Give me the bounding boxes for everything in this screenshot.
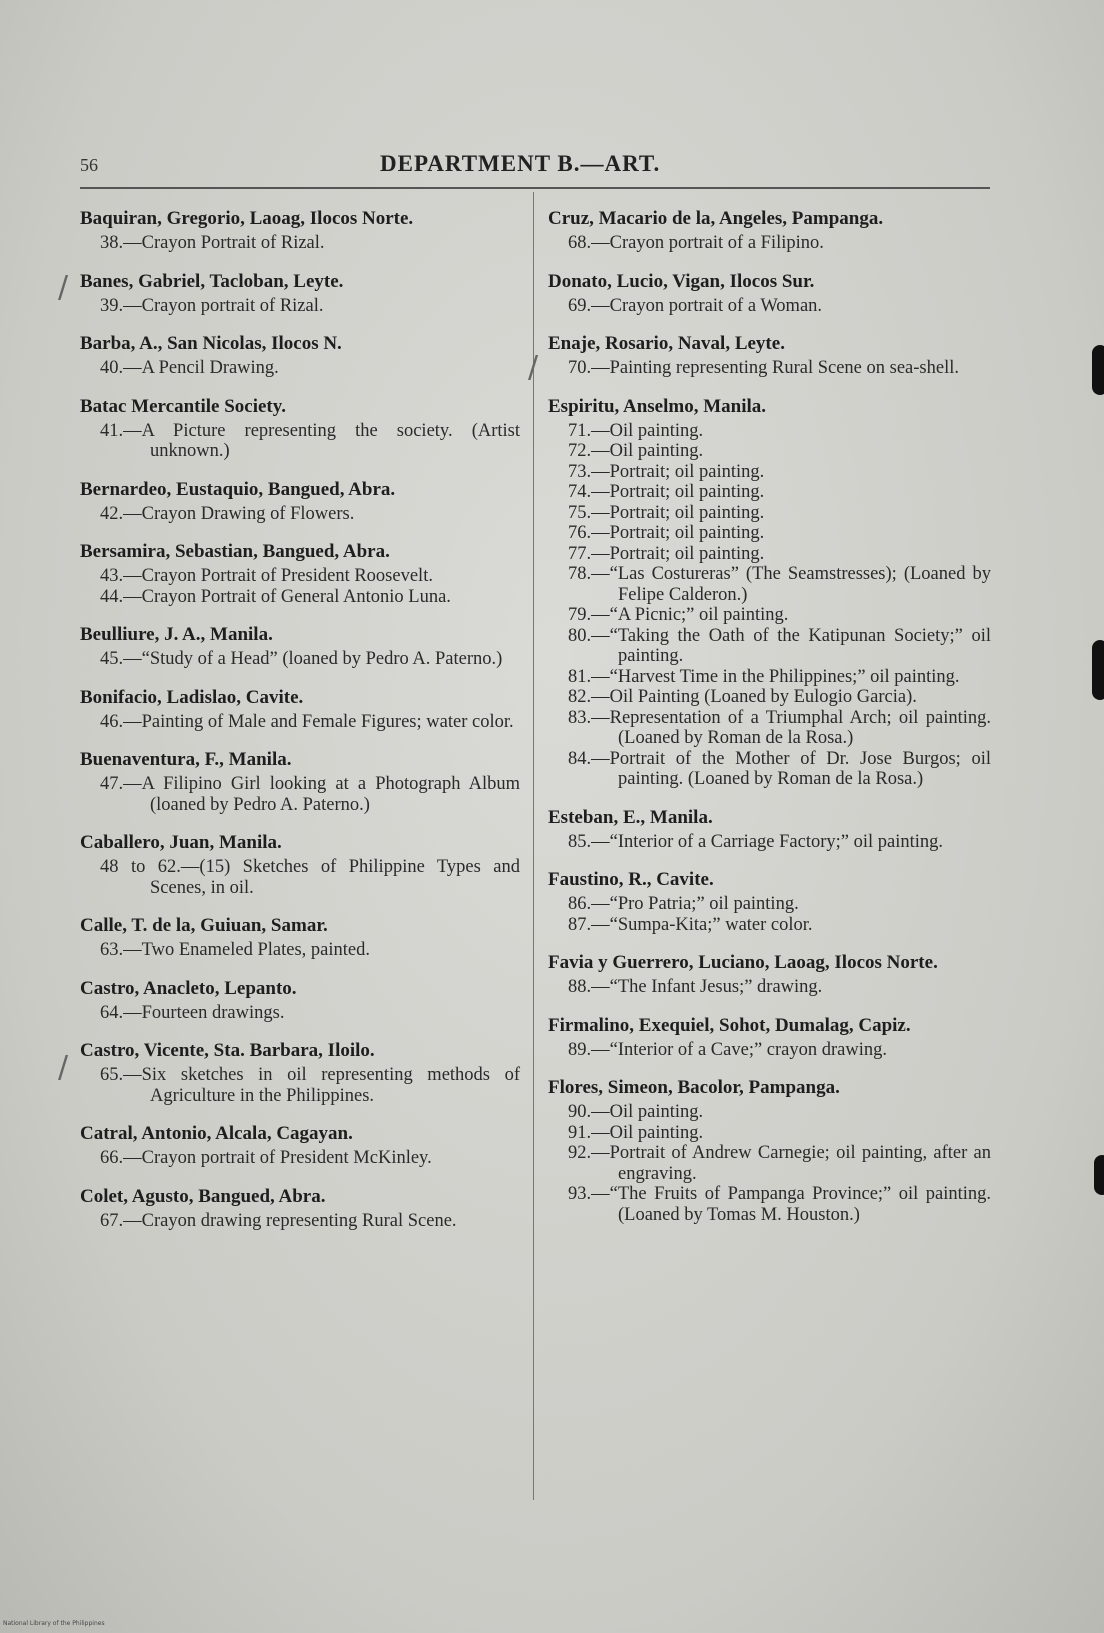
- exhibitor-name: Batac Mercantile Society.: [80, 395, 286, 417]
- column-divider: [533, 192, 534, 1500]
- exhibit-item: 86.—“Pro Patria;” oil painting.: [568, 894, 799, 914]
- catalog-entry: [80, 271, 520, 317]
- catalog-entry: [548, 271, 991, 317]
- catalog-entry: [80, 541, 520, 607]
- exhibit-item: 91.—Oil painting.: [568, 1122, 704, 1143]
- footer-credit: National Library of the Philippines: [3, 1620, 105, 1627]
- exhibitor-name: Faustino, R., Cavite.: [548, 869, 714, 890]
- catalog-entry: [80, 687, 520, 733]
- exhibitor-name: Favia y Guerrero, Luciano, Laoag, Ilocos Norte.: [548, 952, 938, 973]
- exhibit-item: 81.—“Harvest Time in the Philippines;” oil painting.: [568, 666, 960, 687]
- exhibit-item: 77.—Portrait; oil painting.: [568, 543, 765, 564]
- exhibit-item: 39.—Crayon portrait of Rizal.: [100, 295, 324, 316]
- page-number: 56: [80, 155, 98, 175]
- catalog-entry: [548, 869, 991, 935]
- exhibitor-name: Banes, Gabriel, Tacloban, Leyte.: [80, 270, 344, 292]
- exhibit-item: 43.—Crayon Portrait of President Roosevelt.: [100, 566, 433, 586]
- binding-hole: [1094, 1155, 1104, 1195]
- catalog-entry: [80, 1123, 520, 1169]
- exhibitor-name: Cruz, Macario de la, Angeles, Pampanga.: [548, 208, 884, 229]
- check-mark-2: /: [528, 350, 539, 385]
- header-rule: [80, 187, 990, 189]
- exhibit-item: 45.—“Study of a Head” (loaned by Pedro A. Paterno.): [100, 649, 503, 669]
- exhibit-item: 71.—Oil painting.: [568, 420, 704, 441]
- exhibit-item: 41.—A Picture representing the society. (Artist unknown.): [100, 420, 520, 461]
- left-column: [80, 208, 520, 1248]
- check-mark-1: /: [58, 270, 69, 305]
- binding-hole: [1092, 640, 1104, 700]
- exhibit-item: 38.—Crayon Portrait of Rizal.: [100, 233, 325, 253]
- exhibit-item: 40.—A Pencil Drawing.: [100, 358, 279, 378]
- exhibit-item: 79.—“A Picnic;” oil painting.: [568, 605, 789, 625]
- exhibitor-name: Bernardeo, Eustaquio, Bangued, Abra.: [80, 478, 396, 500]
- exhibit-item: 69.—Crayon portrait of a Woman.: [568, 295, 823, 316]
- exhibitor-name: Barba, A., San Nicolas, Ilocos N.: [80, 333, 342, 354]
- exhibitor-name: Castro, Vicente, Sta. Barbara, Iloilo.: [80, 1040, 375, 1061]
- exhibitor-name: Bersamira, Sebastian, Bangued, Abra.: [80, 541, 390, 562]
- exhibitor-name: Colet, Agusto, Bangued, Abra.: [80, 1185, 326, 1207]
- exhibit-item: 64.—Fourteen drawings.: [100, 1002, 285, 1023]
- exhibit-item: 90.—Oil painting.: [568, 1102, 704, 1122]
- exhibit-item: 85.—“Interior of a Carriage Factory;” oil painting.: [568, 831, 944, 852]
- exhibit-item: 80.—“Taking the Oath of the Katipunan Society;” oil painting.: [568, 625, 991, 666]
- exhibit-item: 78.—“Las Costureras” (The Seamstresses); (Loaned by Felipe Calderon.): [568, 564, 991, 605]
- binding-hole: [1092, 345, 1104, 395]
- catalog-entry: [548, 208, 991, 254]
- exhibit-item: 44.—Crayon Portrait of General Antonio Luna.: [100, 586, 451, 607]
- catalog-entry: [80, 915, 520, 961]
- exhibit-item: 48 to 62.—(15) Sketches of Philippine Types and Scenes, in oil.: [100, 857, 520, 898]
- exhibitor-name: Enaje, Rosario, Naval, Leyte.: [548, 333, 785, 354]
- exhibitor-name: Caballero, Juan, Manila.: [80, 832, 282, 853]
- exhibitor-name: Espiritu, Anselmo, Manila.: [548, 395, 766, 417]
- catalog-entry: [80, 1186, 520, 1232]
- catalog-entry: [80, 479, 520, 525]
- exhibit-item: 87.—“Sumpa-Kita;” water color.: [568, 914, 813, 935]
- exhibit-item: 65.—Six sketches in oil representing methods of Agriculture in the Philippines.: [100, 1065, 520, 1106]
- exhibit-item: 88.—“The Infant Jesus;” drawing.: [568, 977, 823, 997]
- page-header: DEPARTMENT B.—ART.: [380, 151, 661, 176]
- exhibit-item: 63.—Two Enameled Plates, painted.: [100, 940, 370, 960]
- exhibit-item: 70.—Painting representing Rural Scene on sea-shell.: [568, 358, 959, 378]
- catalog-entry: [548, 333, 991, 379]
- catalog-entry: [80, 624, 520, 670]
- exhibit-item: 46.—Painting of Male and Female Figures; water color.: [100, 711, 514, 732]
- catalog-entry: [80, 832, 520, 898]
- exhibit-item: 72.—Oil painting.: [568, 441, 704, 461]
- exhibitor-name: Castro, Anacleto, Lepanto.: [80, 977, 297, 999]
- exhibit-item: 47.—A Filipino Girl looking at a Photograph Album (loaned by Pedro A. Paterno.): [100, 774, 520, 815]
- exhibit-item: 75.—Portrait; oil painting.: [568, 502, 765, 523]
- exhibit-item: 67.—Crayon drawing representing Rural Scene.: [100, 1210, 457, 1231]
- exhibit-item: 93.—“The Fruits of Pampanga Province;” oil painting. (Loaned by Tomas M. Houston.): [568, 1184, 991, 1225]
- exhibit-item: 84.—Portrait of the Mother of Dr. Jose Burgos; oil painting. (Loaned by Roman de la Rosa.): [568, 748, 991, 789]
- catalog-entry: [548, 807, 991, 853]
- exhibit-item: 83.—Representation of a Triumphal Arch; oil painting. (Loaned by Roman de la Rosa.): [568, 707, 991, 748]
- catalog-entry: [548, 952, 991, 998]
- exhibitor-name: Baquiran, Gregorio, Laoag, Ilocos Norte.: [80, 208, 414, 229]
- check-mark-3: /: [58, 1050, 69, 1085]
- exhibit-item: 89.—“Interior of a Cave;” crayon drawing.: [568, 1039, 887, 1060]
- exhibitor-name: Calle, T. de la, Guiuan, Samar.: [80, 915, 328, 936]
- exhibitor-name: Bonifacio, Ladislao, Cavite.: [80, 686, 304, 708]
- exhibitor-name: Buenaventura, F., Manila.: [80, 749, 292, 770]
- exhibit-item: 82.—Oil Painting (Loaned by Eulogio Garcia).: [568, 687, 917, 707]
- catalog-entry: [548, 1077, 991, 1225]
- exhibit-item: 76.—Portrait; oil painting.: [568, 523, 765, 543]
- catalog-entry: [548, 396, 991, 790]
- exhibitor-name: Beulliure, J. A., Manila.: [80, 624, 273, 645]
- catalog-entry: [80, 749, 520, 815]
- exhibitor-name: Catral, Antonio, Alcala, Cagayan.: [80, 1123, 353, 1144]
- exhibitor-name: Flores, Simeon, Bacolor, Pampanga.: [548, 1077, 840, 1098]
- right-column: [548, 208, 991, 1242]
- exhibitor-name: Esteban, E., Manila.: [548, 806, 713, 828]
- catalog-entry: [80, 1040, 520, 1106]
- exhibitor-name: Donato, Lucio, Vigan, Ilocos Sur.: [548, 270, 815, 292]
- catalog-entry: [80, 978, 520, 1024]
- catalog-entry: [80, 333, 520, 379]
- exhibit-item: 66.—Crayon portrait of President McKinley.: [100, 1148, 432, 1168]
- catalog-entry: [80, 208, 520, 254]
- exhibit-item: 74.—Portrait; oil painting.: [568, 482, 765, 502]
- exhibit-item: 68.—Crayon portrait of a Filipino.: [568, 233, 824, 253]
- exhibit-item: 92.—Portrait of Andrew Carnegie; oil painting, after an engraving.: [568, 1143, 991, 1184]
- catalog-entry: [548, 1015, 991, 1061]
- exhibit-item: 42.—Crayon Drawing of Flowers.: [100, 503, 355, 524]
- exhibitor-name: Firmalino, Exequiel, Sohot, Dumalag, Capiz.: [548, 1014, 911, 1036]
- catalog-entry: [80, 396, 520, 462]
- exhibit-item: 73.—Portrait; oil painting.: [568, 461, 765, 482]
